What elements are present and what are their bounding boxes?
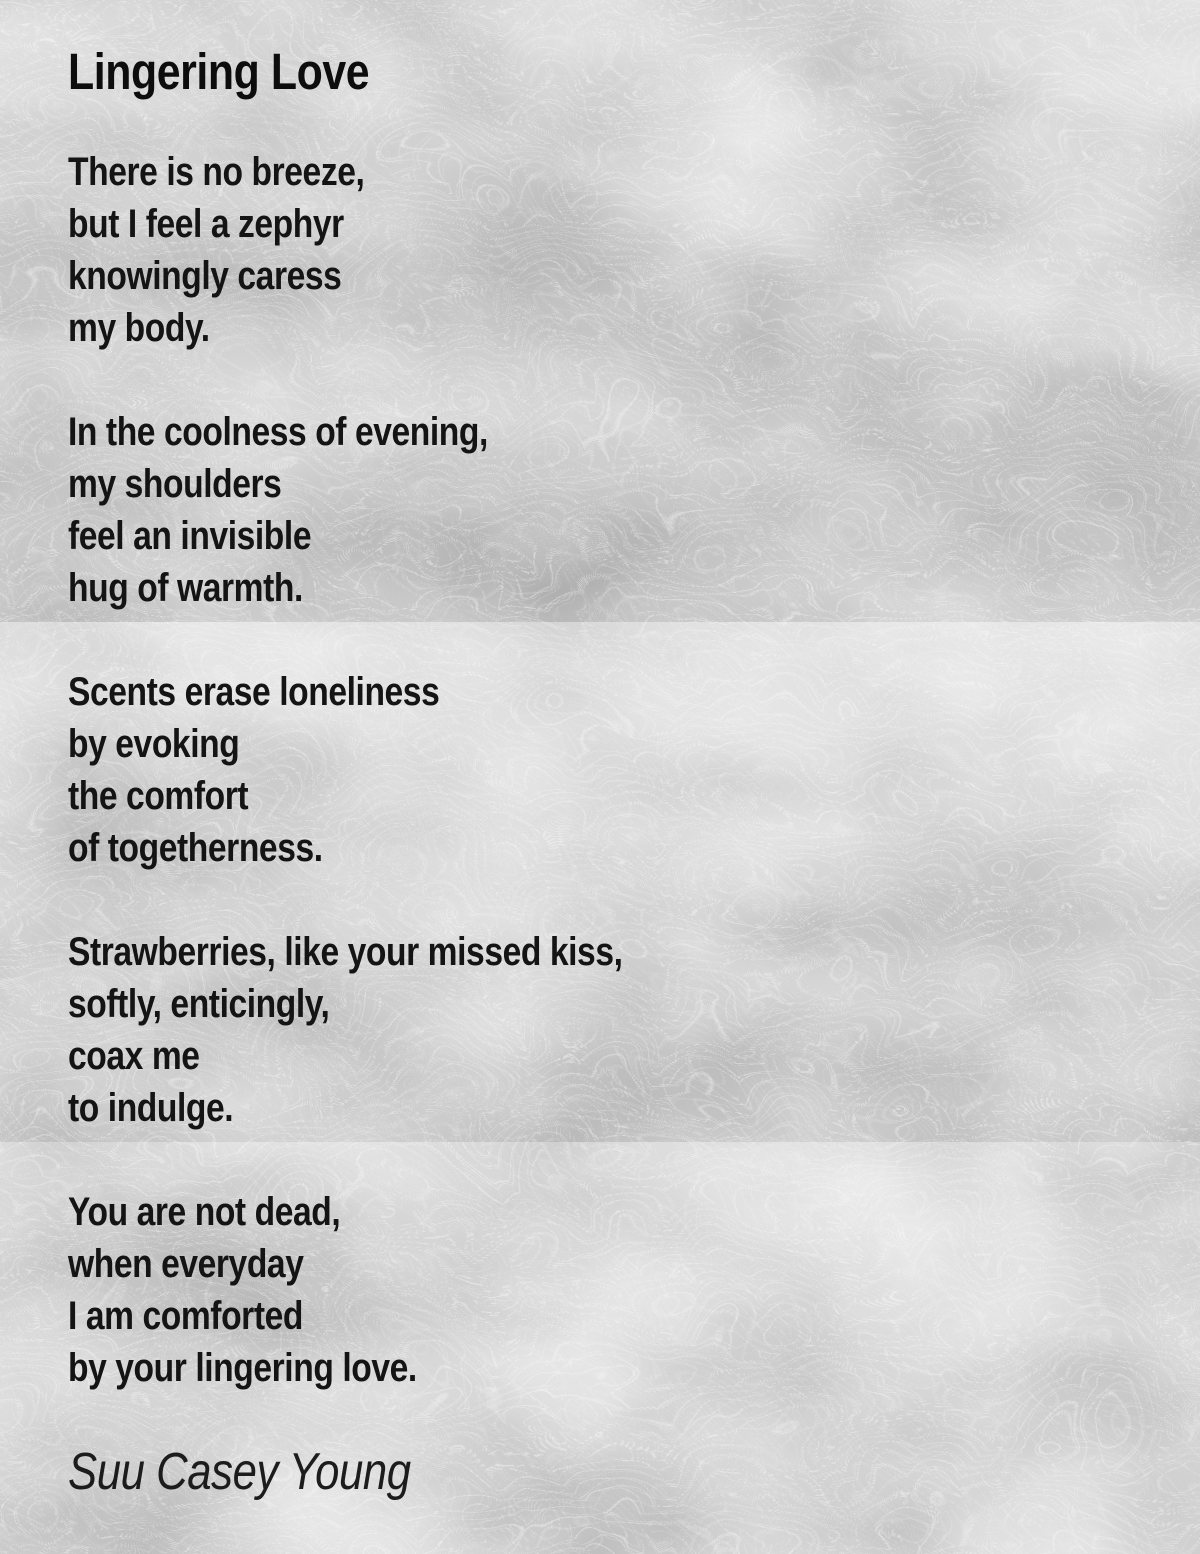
poem-line: my shoulders [68, 462, 282, 506]
poem-line: In the coolness of evening, [68, 410, 488, 454]
poem-line: by evoking [68, 722, 240, 766]
poem-line: hug of warmth. [68, 566, 303, 610]
poem-line: by your lingering love. [68, 1346, 417, 1390]
stanza-5 [68, 1186, 1170, 1394]
poem-line: I am comforted [68, 1294, 303, 1338]
poem-line: Strawberries, like your missed kiss, [68, 930, 623, 974]
poem-line: There is no breeze, [68, 150, 365, 194]
poem-line: but I feel a zephyr [68, 202, 344, 246]
poem-line: Scents erase loneliness [68, 670, 440, 714]
poem-line: knowingly caress [68, 254, 342, 298]
stanza-1 [68, 146, 1170, 354]
stanza-2 [68, 406, 1170, 614]
poem-line: softly, enticingly, [68, 982, 330, 1026]
poem-title: Lingering Love [68, 43, 370, 100]
stanza-3 [68, 666, 1170, 874]
poem-line: You are not dead, [68, 1190, 341, 1234]
poem-content [68, 0, 1170, 1502]
poem-line: the comfort [68, 774, 249, 818]
poem-line: to indulge. [68, 1086, 234, 1130]
poem-author: Suu Casey Young [68, 1443, 411, 1501]
stanza-4 [68, 926, 1170, 1134]
poem-line: my body. [68, 306, 210, 350]
poem-line: when everyday [68, 1242, 304, 1286]
poem-line: of togetherness. [68, 826, 323, 870]
poem-line: coax me [68, 1034, 200, 1078]
poem-body [68, 146, 1170, 1394]
poem-line: feel an invisible [68, 514, 312, 558]
